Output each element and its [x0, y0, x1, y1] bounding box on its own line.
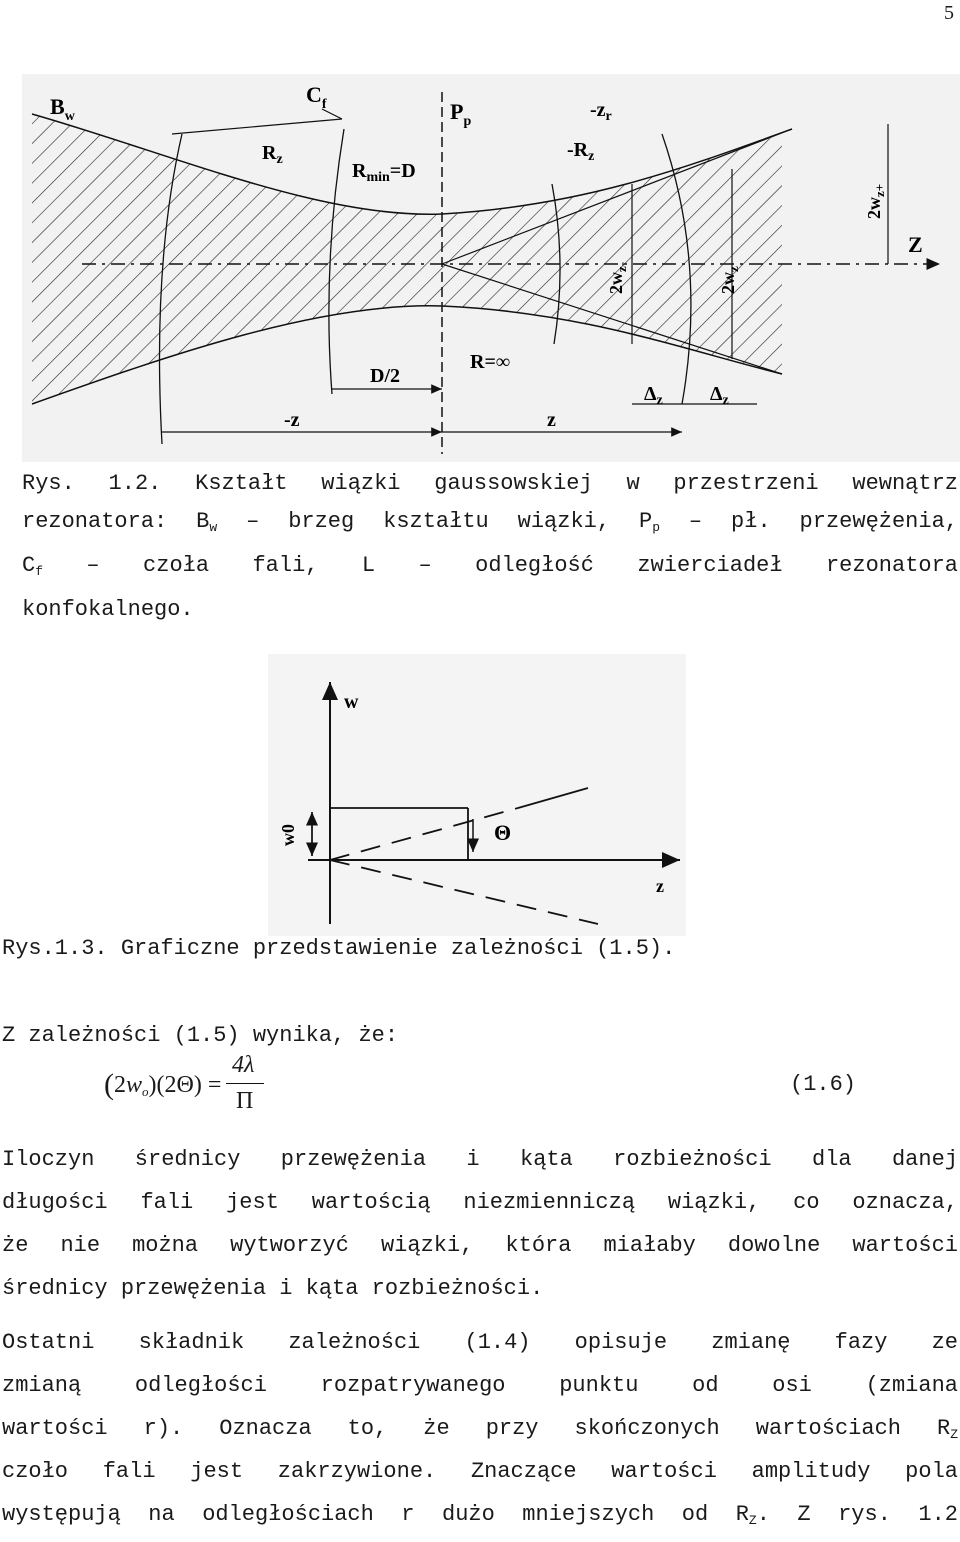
figure2-caption: Rys.1.3. Graficzne przedstawienie zależności (1.5).: [2, 936, 676, 961]
equation-number: (1.6): [790, 1072, 857, 1097]
intro-text: Z zależności (1.5) wynika, że:: [2, 1023, 399, 1048]
z-label: z: [656, 876, 664, 896]
minus-z-label: -z: [284, 409, 300, 431]
zr-label: $-z_r$: [590, 99, 612, 124]
z-label: z: [547, 409, 556, 431]
wz-minus-label: $2w_{z-}$: [606, 261, 629, 294]
minus-rz-label: $-R_z$: [567, 139, 595, 164]
r-infinity-label: R=∞: [470, 351, 511, 373]
w0-label: w0: [278, 824, 298, 846]
bw-label: $B_w$: [50, 94, 75, 124]
delta-z-label-2: $\Delta_z$: [710, 383, 729, 408]
wz-plus-label: $2w_{z+}$: [864, 183, 887, 219]
divergence-figure: [268, 654, 686, 936]
paragraph-1: Iloczyn średnicy przewężenia i kąta rozbieżności dla danej długości fali jest wartością niezmienniczą wiązki, co oznacza, że nie można wytworzyć wiązki, która miałaby dowolne wartości średnicy przewężenia i kąta rozbieżności.: [2, 1147, 958, 1301]
page-number: 5: [944, 2, 954, 24]
delta-z-label-1: $\Delta_z$: [644, 383, 663, 408]
cf-label: $C_f$: [306, 82, 327, 112]
pp-label: $P_p$: [450, 99, 472, 129]
theta-label: Θ: [494, 820, 512, 845]
wz-label: $2w_z$: [718, 266, 741, 294]
rz-label: $R_z$: [262, 142, 283, 167]
paragraph-2: Ostatni składnik zależności (1.4) opisuje zmianę fazy ze zmianą odległości rozpatrywanego punktu od osi (zmiana wartości r). Oznacza to, że przy skończonych wartościach $R_Z$ czoło fali jest zakrzywione. Znaczące wartości amplitudy pola występują na odległościach r dużo mniejszych od $R_Z$. Z rys. 1.2: [2, 1330, 958, 1528]
z-axis-label: Z: [908, 232, 923, 257]
w-label: w: [344, 691, 359, 713]
rmin-label: $R_{min}=D$: [352, 160, 416, 185]
gaussian-beam-figure: [22, 74, 960, 462]
figure1-caption: Rys. 1.2. Kształt wiązki gaussowskiej w przestrzeni wewnątrz rezonatora: $B_w$ – brzeg kształtu wiązki, $P_p$ – pł. przewężenia, $C_f$ – czoła fali, L – odległość zwierciadeł rezonatora konfokalnego.: [22, 471, 958, 622]
equation-1-6: ( $2w_o)(2\Theta)$ = 4λ Π: [104, 1052, 404, 1118]
d-half-label: D/2: [370, 365, 400, 387]
